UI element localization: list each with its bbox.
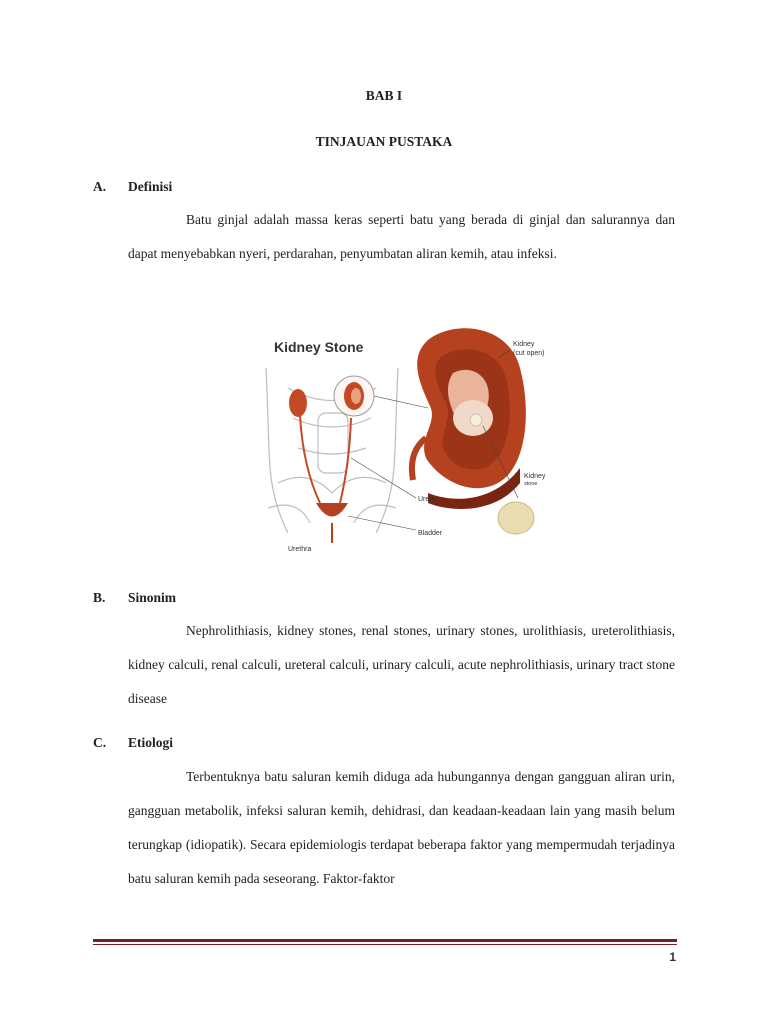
section-c-paragraph: Terbentuknya batu saluran kemih diduga ada hubungannya dengan gangguan aliran urin, gangguan metabolik, infeksi saluran kemih, dehidrasi, dan keadaan-keadaan lain yang masih belum terungkap (idiopatik). Secara epidemiologis terdapat beberapa faktor yang mempermudah terjadinya batu saluran kemih pada seseorang. Faktor-faktor (128, 769, 675, 886)
stone-in-kidney (470, 414, 482, 426)
footer-rule-thin (93, 944, 677, 945)
section-b-title: Sinonim (128, 590, 177, 605)
chapter-title: TINJAUAN PUSTAKA (315, 134, 453, 149)
label-ureter: Ureter (418, 496, 438, 503)
section-a-paragraph: Batu ginjal adalah massa keras seperti batu yang berada di ginjal dan salurannya dan dapat menyebabkan nyeri, perdarahan, penyumbatan aliran kemih, atau infeksi. (128, 212, 675, 261)
section-c-title: Etiologi (128, 735, 174, 750)
label-cut-open: (cut open) (513, 350, 545, 357)
label-kidney-stone-sub: stone (524, 481, 538, 487)
section-a-letter: A. (93, 179, 107, 194)
section-c-letter: C. (93, 735, 107, 750)
section-b-paragraph: Nephrolithiasis, kidney stones, renal stones, urinary stones, urolithiasis, ureterolithiasis, kidney calculi, renal calculi, ureteral calculi, urinary calculi, acute nephrolithiasis, urinary tract stone disease (128, 623, 675, 706)
small-kidney-left (289, 389, 307, 417)
kidney-stone-figure (248, 318, 558, 558)
footer-rule-thick (93, 939, 677, 942)
figure-title: Kidney Stone (274, 339, 364, 355)
chapter-number: BAB I (365, 88, 403, 103)
label-kidney-stone: Kidney (524, 473, 546, 480)
detached-kidney-stone (498, 502, 534, 534)
label-bladder: Bladder (418, 530, 443, 537)
label-kidney: Kidney (513, 341, 535, 348)
section-b-letter: B. (93, 590, 106, 605)
label-urethra: Urethra (288, 546, 312, 553)
section-a-title: Definisi (128, 179, 173, 194)
page-number: 1 (669, 950, 676, 964)
